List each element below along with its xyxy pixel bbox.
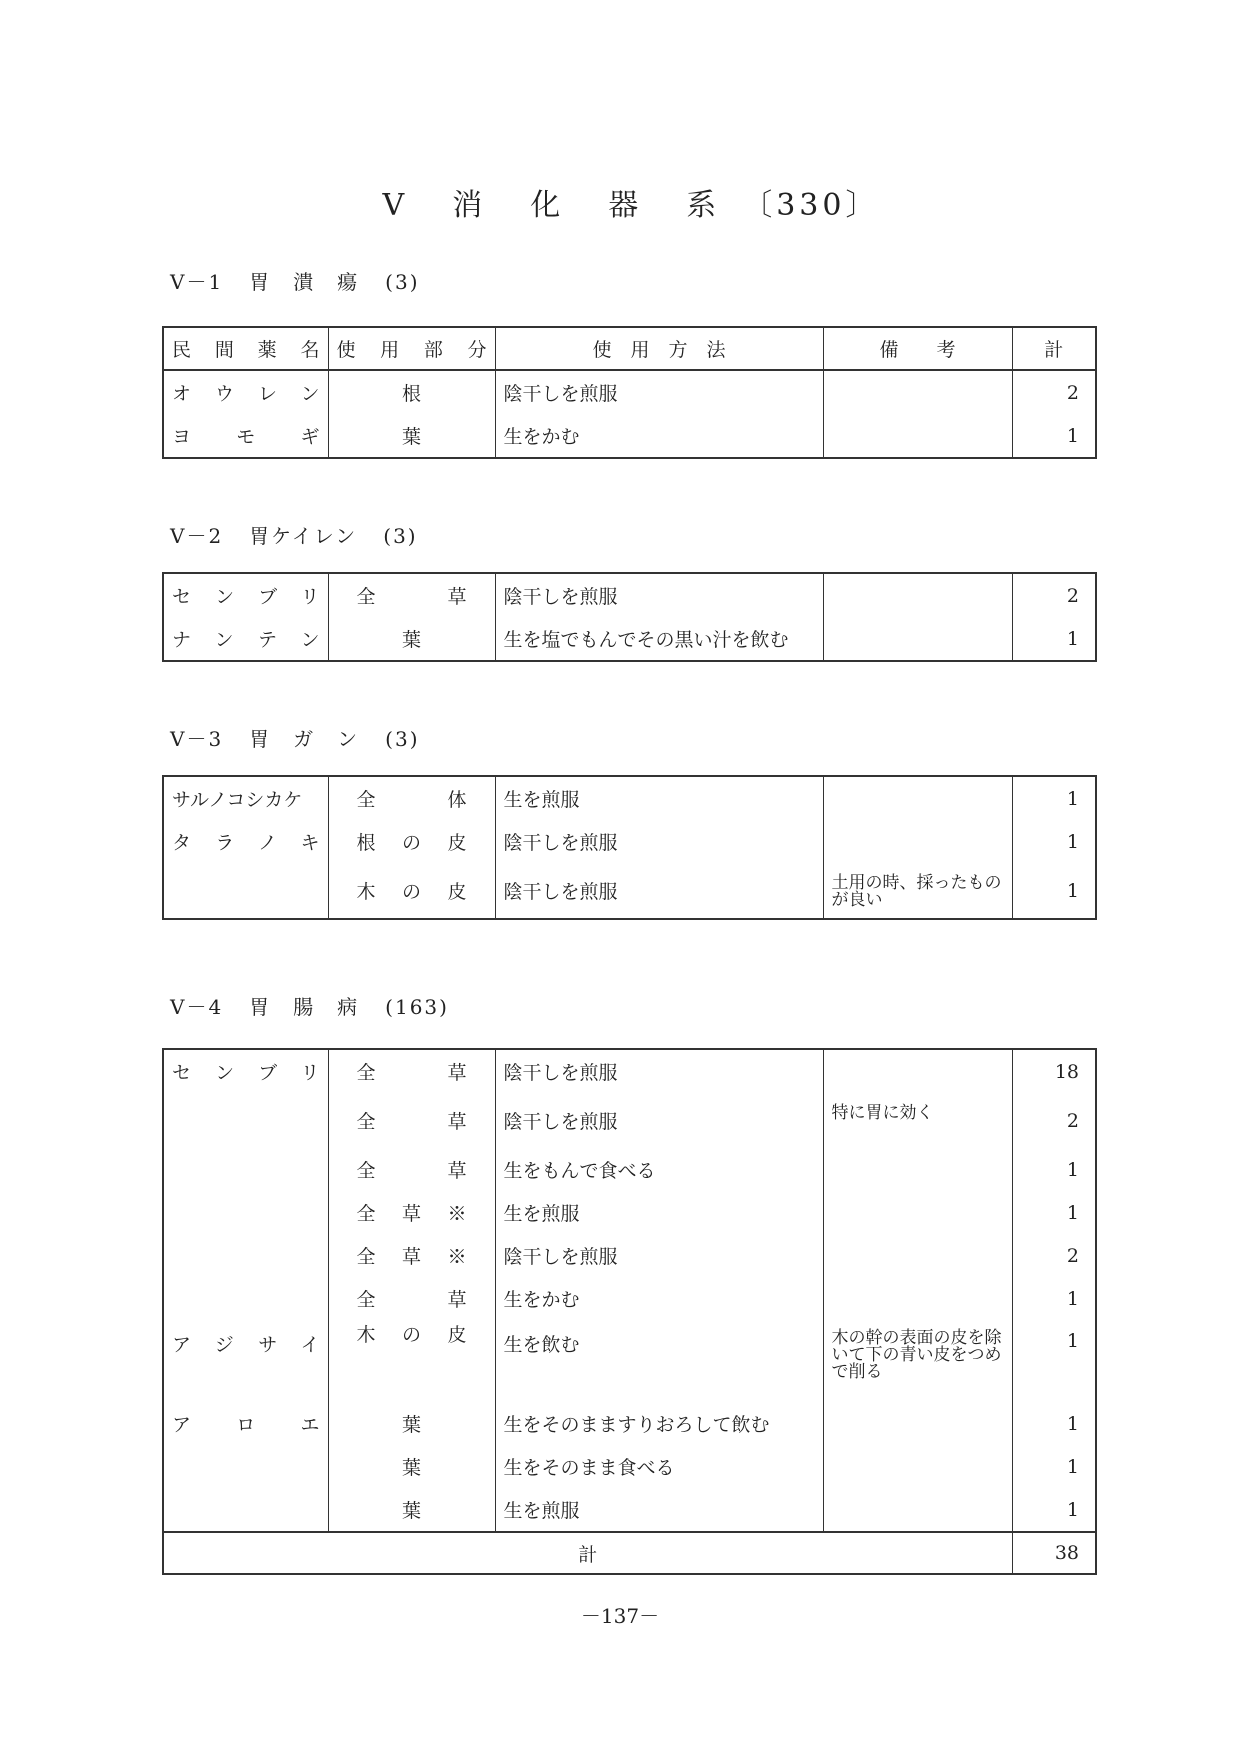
part-used: 木の皮 [328,1320,495,1402]
remarks [823,1488,1012,1532]
remedy-name [163,1234,328,1277]
remarks [823,370,1012,414]
remarks [823,573,1012,617]
remedy-name [163,1445,328,1488]
count: 1 [1012,1320,1096,1402]
part-used: 全草 [328,1093,495,1148]
heading-count: (163) [385,995,449,1019]
count: 1 [1012,617,1096,661]
usage-method: 陰干しを煎服 [495,863,823,919]
table-row [163,1277,1096,1320]
heading-name: 胃 潰 瘍 [249,270,360,294]
table-row [163,1093,1096,1148]
count: 1 [1012,1488,1096,1532]
count: 1 [1012,414,1096,458]
column-header: 民間薬名 [163,327,328,370]
part-used: 根 [328,370,495,414]
remarks: 土用の時、採ったものが良い [823,863,1012,919]
column-header: 使 用 方 法 [495,327,823,370]
count: 2 [1012,1093,1096,1148]
heading-count: (3) [385,270,420,294]
table-row [163,414,1096,458]
remedy-name: ナンテン [163,617,328,661]
part-used: 葉 [328,617,495,661]
usage-method: 生を塩でもんでその黒い汁を飲む [495,617,823,661]
section-heading [170,991,475,1020]
usage-method: 生をそのまますりおろして飲む [495,1402,823,1445]
part-used: 全草 [328,1148,495,1191]
count: 2 [1012,370,1096,414]
remarks [823,1148,1012,1191]
total-label: 計 [163,1532,1012,1574]
remedy-name: アロエ [163,1402,328,1445]
remarks [823,414,1012,458]
remedy-name [163,1488,328,1532]
remedy-name: アジサイ [163,1320,328,1402]
table-row [163,1148,1096,1191]
usage-method: 陰干しを煎服 [495,370,823,414]
count: 1 [1012,1148,1096,1191]
part-used: 根の皮 [328,820,495,863]
count: 2 [1012,1234,1096,1277]
usage-method: 生を煎服 [495,1488,823,1532]
page-number: －137－ [580,1604,660,1628]
usage-method: 陰干しを煎服 [495,820,823,863]
count: 1 [1012,1191,1096,1234]
heading-code: V－3 [170,727,224,751]
count: 1 [1012,776,1096,820]
usage-method: 生をかむ [495,414,823,458]
heading-code: V－4 [170,995,224,1019]
part-used: 葉 [328,1445,495,1488]
remedy-name: サルノコシカケ [163,776,328,820]
count: 1 [1012,863,1096,919]
usage-method: 生を煎服 [495,1191,823,1234]
part-used: 葉 [328,1402,495,1445]
remarks [823,776,1012,820]
remarks [823,1049,1012,1093]
part-used: 全草 [328,1049,495,1093]
title-char: 化 [530,188,565,223]
table-row [163,1320,1096,1402]
table-row [163,1191,1096,1234]
remarks [823,1234,1012,1277]
part-used: 木の皮 [328,863,495,919]
count: 1 [1012,1402,1096,1445]
heading-name: 胃 腸 病 [249,995,360,1019]
remedy-table [162,326,1097,459]
usage-method: 生をもんで食べる [495,1148,823,1191]
remedy-name [163,1191,328,1234]
table-header [163,327,1096,370]
heading-count: (3) [385,727,420,751]
usage-method: 陰干しを煎服 [495,1234,823,1277]
part-used: 葉 [328,414,495,458]
usage-method: 生をかむ [495,1277,823,1320]
usage-method: 生を飲む [495,1320,823,1402]
remedy-name: センブリ [163,573,328,617]
title-roman: V [382,188,409,223]
remarks [823,617,1012,661]
remedy-name: オウレン [163,370,328,414]
usage-method: 陰干しを煎服 [495,1049,823,1093]
table-row [163,1402,1096,1445]
remarks: 特に胃に効く [823,1093,1012,1148]
remarks [823,1191,1012,1234]
table-row [163,776,1096,820]
usage-method: 生をそのまま食べる [495,1445,823,1488]
count: 1 [1012,820,1096,863]
title-count: 〔330〕 [742,188,880,223]
part-used: 全草 [328,1277,495,1320]
title-char: 消 [452,188,487,223]
table-row [163,370,1096,414]
column-header: 備 考 [823,327,1012,370]
table-row [163,1234,1096,1277]
count: 1 [1012,1445,1096,1488]
count: 18 [1012,1049,1096,1093]
part-used: 葉 [328,1488,495,1532]
total-row [163,1532,1096,1574]
remedy-name [163,863,328,919]
table-row [163,863,1096,919]
remedy-table [162,775,1097,920]
part-used: 全草 [328,573,495,617]
part-used: 全体 [328,776,495,820]
table-row [163,573,1096,617]
remarks [823,1445,1012,1488]
section-heading [170,520,444,549]
remedy-table [162,572,1097,662]
remarks: 木の幹の表面の皮を除いて下の青い皮をつめで削る [823,1320,1012,1402]
usage-method: 陰干しを煎服 [495,573,823,617]
column-header: 計 [1012,327,1096,370]
table-row [163,617,1096,661]
heading-count: (3) [383,524,418,548]
heading-code: V－1 [170,270,224,294]
remedy-name [163,1277,328,1320]
count: 2 [1012,573,1096,617]
heading-name: 胃ケイレン [249,524,358,548]
table-row [163,1488,1096,1532]
part-used: 全草※ [328,1234,495,1277]
remarks [823,1277,1012,1320]
title-char: 器 [608,188,643,223]
section-heading [170,723,446,752]
column-header: 使用部分 [328,327,495,370]
usage-method: 生を煎服 [495,776,823,820]
heading-name: 胃 ガ ン [249,727,360,751]
remedy-name: センブリ [163,1049,328,1093]
remedy-name: ヨモギ [163,414,328,458]
page-title [0,180,1240,224]
total-value: 38 [1012,1532,1096,1574]
count: 1 [1012,1277,1096,1320]
remedy-name: タラノキ [163,820,328,863]
table-row [163,820,1096,863]
remedy-table [162,1048,1097,1575]
remedy-name [163,1148,328,1191]
usage-method: 陰干しを煎服 [495,1093,823,1148]
section-heading [170,266,446,295]
title-char: 系 [686,188,721,223]
table-row [163,1445,1096,1488]
remarks [823,820,1012,863]
heading-code: V－2 [170,524,224,548]
remedy-name [163,1093,328,1148]
part-used: 全草※ [328,1191,495,1234]
remarks [823,1402,1012,1445]
table-row [163,1049,1096,1093]
